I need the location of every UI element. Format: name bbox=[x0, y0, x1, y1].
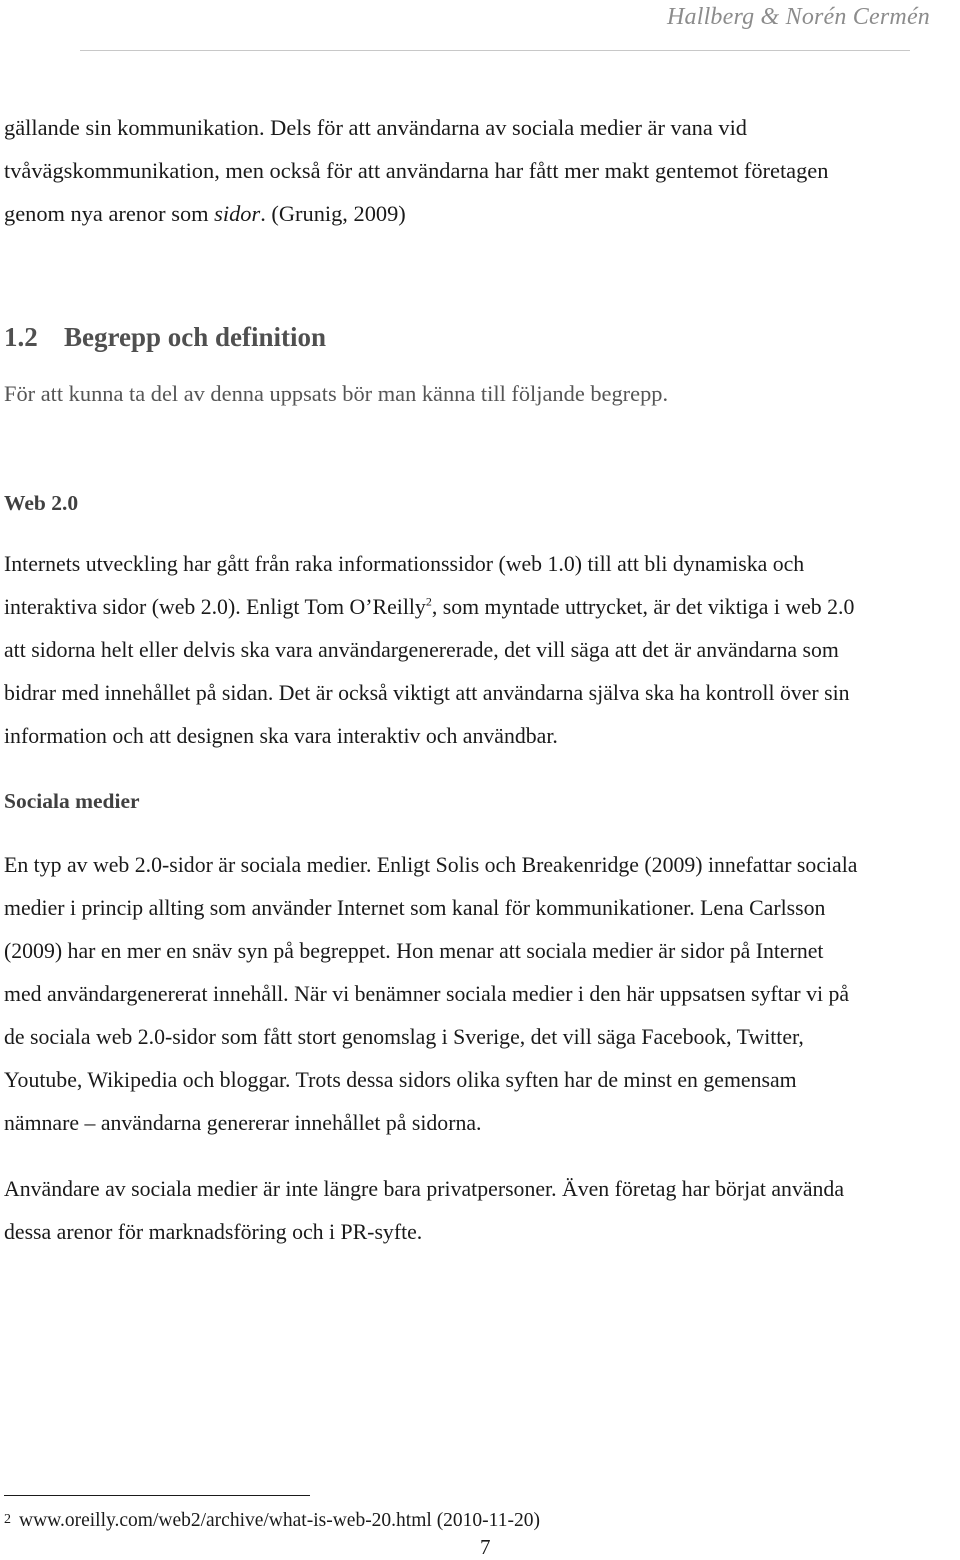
sociala-line-6: Youtube, Wikipedia och bloggar. Trots dessa sidors olika syften har de minst en gemensam bbox=[4, 1068, 797, 1092]
sociala-line-2: medier i princip allting som använder Internet som kanal för kommunikationer. Lena Carlsson bbox=[4, 896, 826, 920]
web20-line-2-rest: , som myntade uttrycket, är det viktiga i web 2.0 bbox=[431, 595, 855, 619]
footnote-text: www.oreilly.com/web2/archive/what-is-web-20.html (2010-11-20) bbox=[19, 1510, 540, 1531]
web20-line-3: att sidorna helt eller delvis ska vara användargenererade, det vill säga att det är användarna som bbox=[4, 638, 839, 662]
footnote bbox=[4, 1510, 540, 1532]
sociala-line-3: (2009) har en mer en snäv syn på begreppet. Hon menar att sociala medier är sidor på Internet bbox=[4, 939, 824, 963]
web20-line-2 bbox=[4, 595, 854, 620]
running-header: Hallberg & Norén Cermén bbox=[666, 4, 930, 30]
sociala-para2-line-2: dessa arenor för marknadsföring och i PR-syfte. bbox=[4, 1220, 423, 1244]
footnote-mark: 2 bbox=[4, 1512, 11, 1527]
web20-heading: Web 2.0 bbox=[4, 491, 79, 515]
intro-line-1: gällande sin kommunikation. Dels för att användarna av sociala medier är vana vid bbox=[4, 115, 747, 140]
intro-text-before: genom nya arenor som bbox=[4, 201, 215, 226]
sociala-line-1: En typ av web 2.0-sidor är sociala medier. Enligt Solis och Breakenridge (2009) innefattar sociala bbox=[4, 853, 858, 877]
sociala-line-7: nämnare – användarna genererar innehållet på sidorna. bbox=[4, 1111, 482, 1135]
section-title: Begrepp och definition bbox=[64, 322, 327, 352]
web20-line-1: Internets utveckling har gått från raka informationssidor (web 1.0) till att bli dynamiska och bbox=[4, 552, 805, 576]
intro-italic-word: sidor bbox=[214, 201, 261, 226]
sociala-line-4: med användargenererat innehåll. När vi benämner sociala medier i den här uppsatsen syftar vi på bbox=[4, 982, 850, 1006]
section-number: 1.2 bbox=[4, 322, 38, 352]
sociala-heading: Sociala medier bbox=[4, 789, 140, 813]
web20-line-4: bidrar med innehållet på sidan. Det är också viktigt att användarna själva ska ha kontroll över sin bbox=[4, 681, 850, 705]
intro-line-2: tvåvägskommunikation, men också för att användarna har fått mer makt gentemot företagen bbox=[4, 158, 829, 183]
sociala-para2-line-1: Användare av sociala medier är inte längre bara privatpersoner. Även företag har börjat använda bbox=[4, 1177, 844, 1201]
section-lead: För att kunna ta del av denna uppsats bör man känna till följande begrepp. bbox=[4, 381, 669, 406]
web20-line-5: information och att designen ska vara interaktiv och användbar. bbox=[4, 724, 558, 748]
section-heading bbox=[4, 322, 326, 353]
footnote-reference: 2 bbox=[425, 594, 432, 609]
footnote-divider bbox=[4, 1495, 310, 1496]
header-divider bbox=[80, 50, 910, 51]
page-number: 7 bbox=[480, 1535, 491, 1559]
intro-line-3 bbox=[4, 201, 406, 227]
intro-citation: . (Grunig, 2009) bbox=[260, 201, 406, 226]
sociala-line-5: de sociala web 2.0-sidor som fått stort genomslag i Sverige, det vill säga Facebook, Twitter, bbox=[4, 1025, 804, 1049]
web20-line-2-text: interaktiva sidor (web 2.0). Enligt Tom O’Reilly bbox=[4, 595, 426, 619]
